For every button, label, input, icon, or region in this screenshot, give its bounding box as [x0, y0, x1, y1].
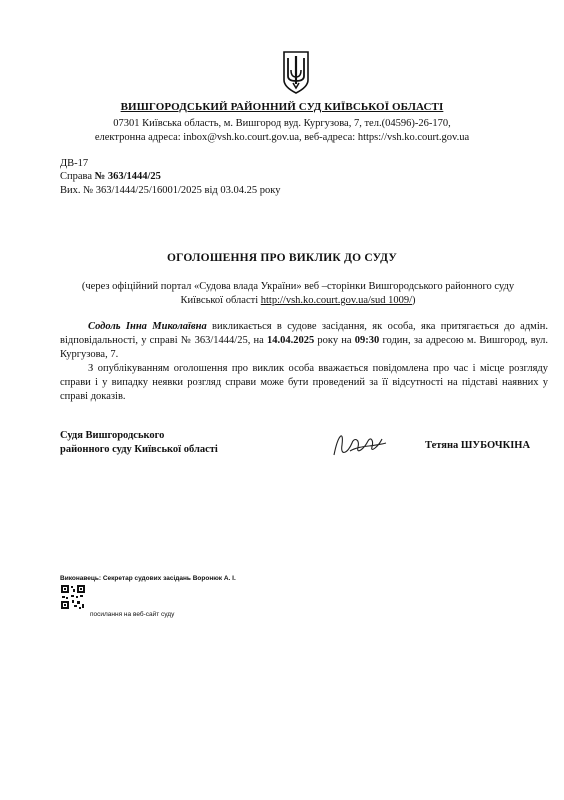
trident-emblem-icon	[281, 50, 311, 94]
case-number-line	[60, 171, 161, 182]
qr-code-label: посилання на веб-сайт суду	[90, 611, 175, 618]
court-name: ВИШГОРОДСЬКИЙ РАЙОННИЙ СУД КИЇВСЬКОЇ ОБЛАСТІ	[120, 101, 444, 113]
judge-name: Тетяна ШУБОЧКІНА	[425, 440, 531, 451]
notice-paragraph: З опублікуванням оголошення про виклик особа вважається повідомлена про час і місце розгляду справи і у випадку неявки розгляд справи може бути проведений за її відсутності на підставі наявних у справі доказів.	[60, 363, 548, 402]
case-label: Справа	[60, 171, 93, 182]
document-body	[60, 320, 548, 404]
document-title: ОГОЛОШЕННЯ ПРО ВИКЛИК ДО СУДУ	[166, 252, 398, 264]
subtitle-text: (через офіційний портал «Судова влада України» веб –сторінки Вишгородського районного суду Київської області	[81, 281, 515, 306]
document-subtitle	[78, 280, 518, 308]
case-number: № 363/1444/25	[94, 171, 161, 182]
summons-paragraph: Содоль Інна Миколаївна викликається в судове засідання, як особа, яка притягається до адмін. відповідальності, у справі № 363/1444/25, на 14.04.2025 року на 09:30 годин, за адресою м. Вишгород, вул. Кургузова, 7.	[60, 321, 548, 360]
hearing-time: 09:30	[354, 335, 380, 346]
executor-note: Виконавець: Секретар судових засідань Воронюк А. І.	[60, 575, 236, 582]
person-name: Содоль Інна Миколаївна	[88, 321, 207, 332]
court-contacts: електронна адреса: inbox@vsh.ko.court.gov.ua, веб-адреса: https://vsh.ko.court.gov.ua	[94, 132, 470, 143]
form-code: ДВ-17	[60, 158, 89, 169]
court-portal-link[interactable]: http://vsh.ko.court.gov.ua/sud 1009/	[260, 295, 413, 306]
court-address: 07301 Київська область, м. Вишгород вуд. Кургузова, 7, тел.(04596)-26-170,	[113, 118, 451, 129]
outgoing-number: Вих. № 363/1444/25/16001/2025 від 03.04.25 року	[60, 185, 281, 196]
hearing-date: 14.04.2025	[266, 335, 315, 346]
subtitle-close: )	[412, 295, 416, 306]
judge-title: Судя Вишгородського районного суду Київської області	[60, 430, 218, 455]
qr-code-icon[interactable]	[60, 584, 86, 610]
handwritten-signature	[330, 425, 390, 465]
